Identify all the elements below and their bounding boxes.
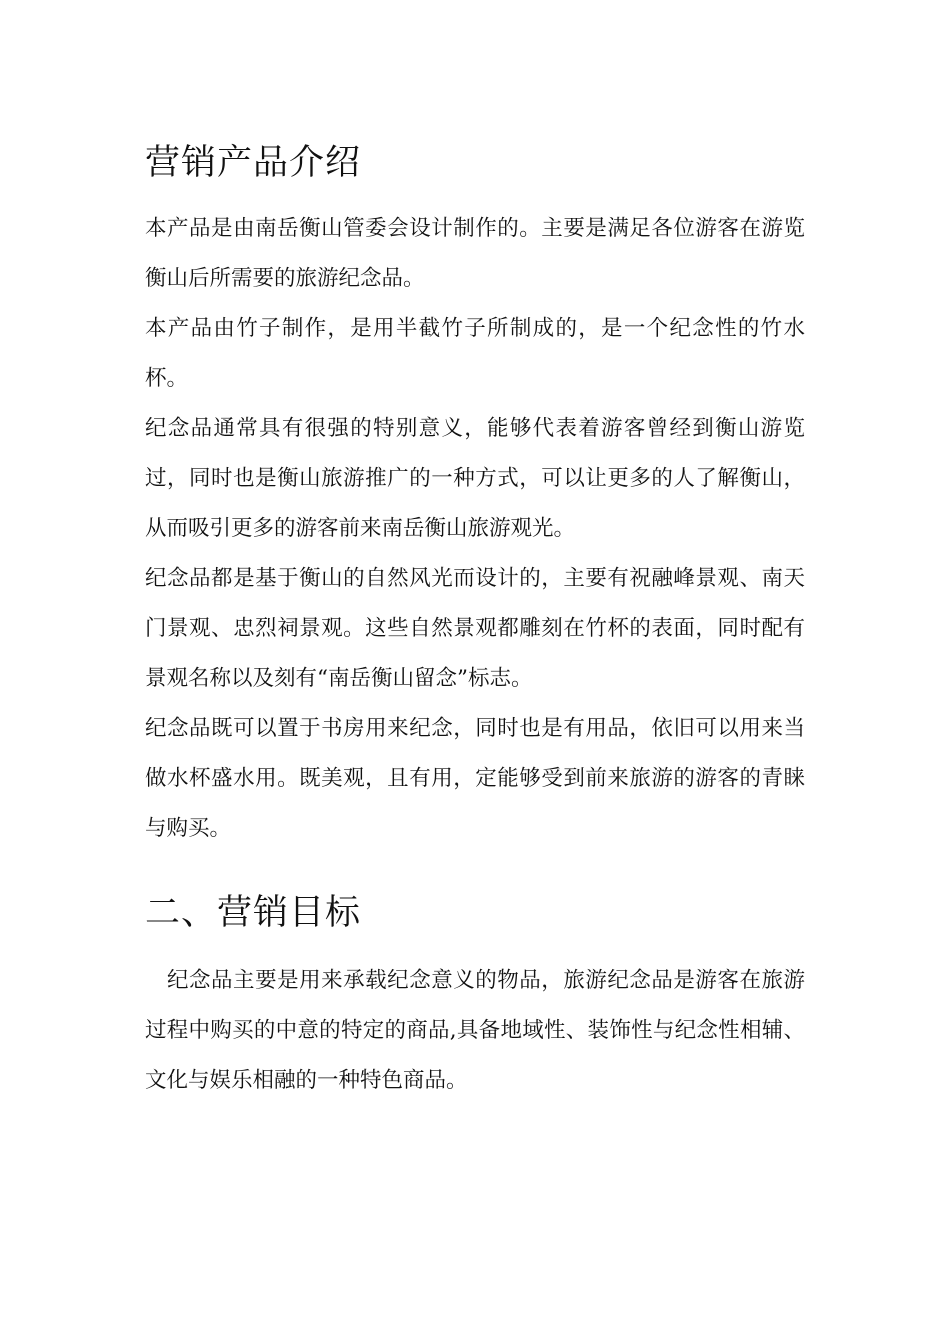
paragraph-product-meaning: 纪念品通常具有很强的特别意义，能够代表着游客曾经到衡山游览过，同时也是衡山旅游推广的一种方式，可以让更多的人了解衡山，从而吸引更多的游客前来南岳衡山旅游观光。	[145, 416, 805, 541]
document-content	[145, 138, 805, 1106]
section-title-product-intro: 营销产品介绍	[145, 143, 362, 183]
paragraph-marketing-goal: 纪念品主要是用来承载纪念意义的物品，旅游纪念品是游客在旅游过程中购买的中意的特定的商品,具备地域性、装饰性与纪念性相辅、文化与娱乐相融的一种特色商品。	[145, 968, 805, 1093]
paragraph-product-usage: 纪念品既可以置于书房用来纪念，同时也是有用品，依旧可以用来当做水杯盛水用。既美观，且有用，定能够受到前来旅游的游客的青睐与购买。	[145, 716, 805, 841]
paragraph-product-design: 纪念品都是基于衡山的自然风光而设计的，主要有祝融峰景观、南天门景观、忠烈祠景观。这些自然景观都雕刻在竹杯的表面，同时配有景观名称以及刻有“南岳衡山留念”标志。	[145, 566, 805, 691]
section-title-marketing-goal: 二、营销目标	[145, 893, 362, 933]
paragraph-product-origin: 本产品是由南岳衡山管委会设计制作的。主要是满足各位游客在游览衡山后所需要的旅游纪念品。	[145, 216, 805, 291]
paragraph-product-material: 本产品由竹子制作，是用半截竹子所制成的，是一个纪念性的竹水杯。	[145, 316, 805, 391]
